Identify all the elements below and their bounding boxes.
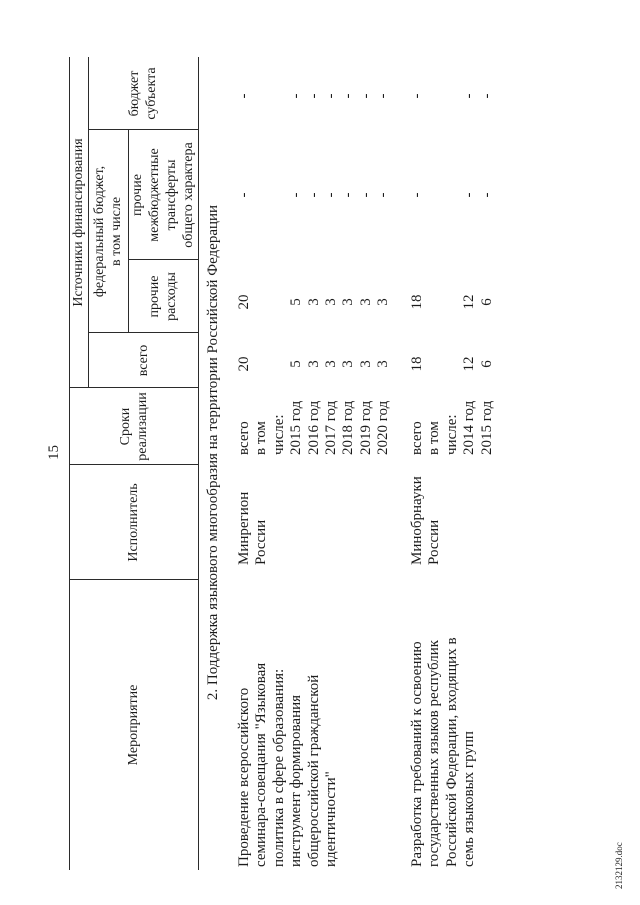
regional-budget-amount: - [357,93,374,99]
other-expenses-amount: 6 [478,298,495,306]
schedule-line [323,0,340,905]
regional-budget-amount: - [322,93,339,99]
header-other-expenses-line: расходы [164,272,179,321]
total-amount: 20 [236,356,252,372]
schedule-line [358,0,375,905]
header-total-label: всего [135,344,151,377]
schedule-line [253,0,270,905]
schedule-line [426,0,443,905]
period-value: 2020 год [375,400,392,455]
header-other-expenses [128,260,198,333]
total-amount: 3 [375,360,392,368]
period-value: числе: [270,414,287,455]
event-text-line: инструмент формирования [288,694,305,867]
header-other-transfers-line: трансферты [164,159,179,231]
other-transfers-amount: - [236,192,252,198]
period-value: 2015 год [288,400,305,455]
schedule-line [409,0,426,905]
other-expenses-amount: 20 [236,294,252,310]
event-text-line: Российской Федерации, входящих в [443,637,460,867]
header-regional-budget [88,57,198,130]
period-value: 2018 год [340,400,357,455]
period-value: всего [409,421,425,455]
header-total [88,333,198,388]
executor-text-line: России [426,519,443,565]
other-transfers-amount: - [322,192,339,198]
other-expenses-amount: 3 [375,298,392,306]
event-text-line: общероссийской гражданской [305,674,322,867]
period-value: в том [253,421,270,455]
schedule-block [409,0,496,905]
event-text-line: политика в сфере образования: [270,668,287,867]
other-expenses-amount: 3 [305,298,322,306]
header-event-label: Мероприятие [126,684,141,766]
other-expenses-amount: 3 [357,298,374,306]
total-amount: 18 [409,356,425,372]
header-executor [69,465,198,580]
total-amount: 3 [357,360,374,368]
schedule-block [236,0,393,905]
header-executor-label: Исполнитель [126,483,141,562]
other-transfers-amount: - [305,192,322,198]
header-regional-budget-line: бюджет [127,70,142,117]
header-funding-sources [69,57,88,388]
schedule-line [461,0,478,905]
other-expenses-amount: 3 [322,298,339,306]
period-value: 2016 год [305,400,322,455]
regional-budget-amount: - [340,93,357,99]
regional-budget-amount: - [478,93,495,99]
schedule-line [306,0,323,905]
header-period-line: Сроки [117,407,133,446]
other-transfers-amount: - [288,192,305,198]
schedule-line [375,0,392,905]
total-amount: 6 [478,360,495,368]
header-other-expenses-line: прочие [147,275,162,318]
period-value: 2014 год [461,400,478,455]
other-transfers-amount: - [409,192,425,198]
total-amount: 3 [305,360,322,368]
regional-budget-amount: - [409,93,425,99]
executor-text-line: России [253,519,270,565]
executor-text-line: Минобрнауки [409,476,425,565]
header-other-transfers-line: общего характера [181,142,196,248]
regional-budget-amount: - [236,93,252,99]
regional-budget-amount: - [461,93,478,99]
other-expenses-amount: 12 [461,294,478,310]
schedule-line [236,0,253,905]
regional-budget-amount: - [305,93,322,99]
header-period [69,388,198,465]
event-text-line: Проведение всероссийского [236,687,252,867]
other-transfers-amount: - [340,192,357,198]
header-other-transfers-line: межбюджетные [147,148,162,242]
header-event [69,580,198,870]
header-other-transfers-line: прочие [130,174,145,216]
event-text-line: семинара-совещания "Языковая [253,662,270,867]
schedule-line [340,0,357,905]
header-federal-budget-line: федеральный бюджет, [92,165,107,298]
section-title: 2. Поддержка языкового многообразия на территории Российской Федерации [205,204,221,701]
regional-budget-amount: - [288,93,305,99]
header-funding-sources-label: Источники финансирования [71,138,86,307]
header-other-transfers [128,130,198,260]
other-expenses-amount: 18 [409,294,425,310]
other-expenses-amount: 3 [340,298,357,306]
event-text-line: идентичности" [322,771,339,867]
header-regional-budget-line: субъекта [144,67,159,120]
header-federal-budget-line: в том числе [109,196,124,267]
total-amount: 3 [340,360,357,368]
executor-text-line: Минрегион [236,491,252,565]
footer-filename: 2132129.doc [614,842,624,889]
period-value: 2015 год [478,400,495,455]
event-text-line: государственных языков республик [426,639,443,867]
header-federal-budget [88,130,128,333]
period-value: 2017 год [322,400,339,455]
total-amount: 3 [322,360,339,368]
period-value: 2019 год [357,400,374,455]
other-transfers-amount: - [375,192,392,198]
other-transfers-amount: - [461,192,478,198]
schedule-line [444,0,461,905]
other-transfers-amount: - [478,192,495,198]
page-number: 15 [46,445,62,460]
period-value: всего [236,421,252,455]
schedule-line [479,0,496,905]
schedule-line [271,0,288,905]
schedule-line [288,0,305,905]
period-value: числе: [443,414,460,455]
period-value: в том [426,421,443,455]
total-amount: 12 [461,356,478,372]
other-transfers-amount: - [357,192,374,198]
header-period-line: реализации [134,392,150,461]
event-text-line: Разработка требований к освоению [409,641,425,867]
regional-budget-amount: - [375,93,392,99]
total-amount: 5 [288,360,305,368]
other-expenses-amount: 5 [288,298,305,306]
event-text-line: семь языковых групп [461,731,478,867]
